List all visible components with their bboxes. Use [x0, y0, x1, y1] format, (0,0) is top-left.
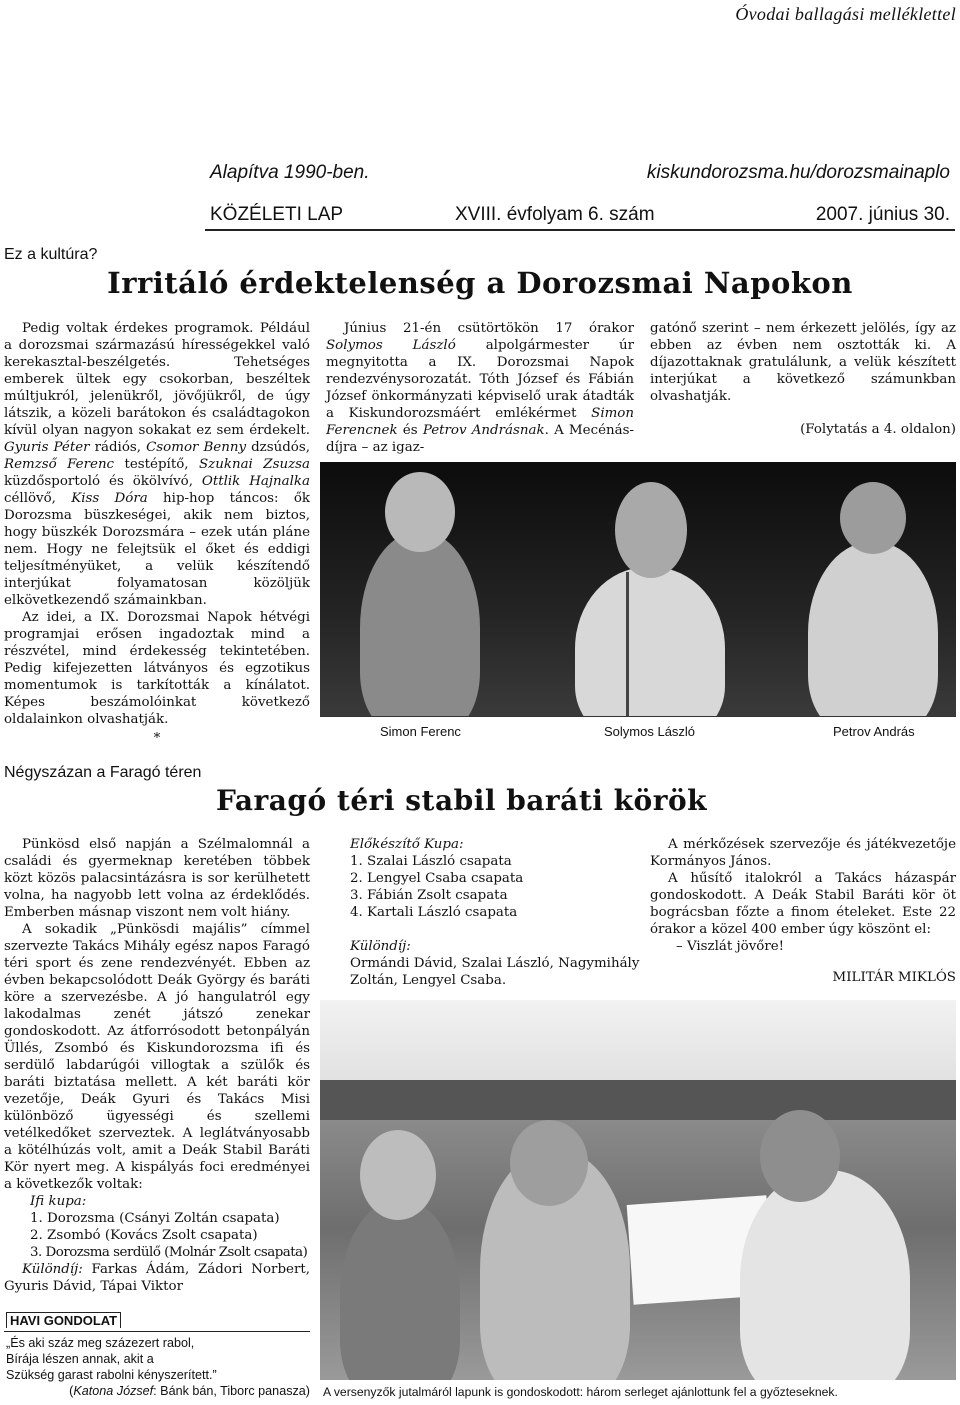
rooftops	[320, 1080, 956, 1120]
a1-text: küzdősportoló és ökölvívó,	[4, 474, 202, 489]
a1-text: alpolgármester úr megnyitotta a IX. Dorozsmai Napok rendezvénysorozatát. Tóth József és Fábián József önkormányzati képviselő urak átadták a Kiskundorozsmáért emlékérmet	[326, 338, 634, 421]
continued-note: (Folytatás a 4. oldalon)	[800, 422, 956, 437]
person-head	[840, 482, 906, 554]
a2-col3-paragraph-2: A hűsítő italokról a Takács házaspár gondoskodott. A Deák Stabil Baráti kör öt bográcsban főzte a finom ételeket. Este 22 órakor a közel 400 ember úgy köszönt el:	[650, 871, 956, 937]
photo-caption-rule	[320, 716, 956, 717]
article1-kicker: Ez a kultúra?	[4, 246, 98, 263]
a2-paragraph-2: A sokadik „Pünkösdi majális” címmel szervezte Takács Mihály egész napos Faragó téri sport és zene rendezvényét. Ebben az évben bekapcsolódott Deák György és baráti köre a szervezésbe. A jó hangulatról egy lakodalmas zenét játszó zenekar gondoskodott. Az átforrósodott betonpályán Üllés, Zsombó és Kiskundorozsma ifi és serdülő labdarúgói villogtak a szülők és baráti biztatása mellett. A két baráti kör vezetője, Deák Gyuri és Takács Misi különböző ügyességi és szellemi vetélkedőket szerveztek. A leglátványosabb a kötélhúzás volt, amit a Deák Stabil Baráti Kör nyert meg. A kispályás foci eredményei a következők voltak:	[4, 922, 310, 1192]
person-silhouette	[340, 1200, 460, 1380]
thought-line: Bírája lészen annak, akit a	[6, 1352, 154, 1366]
microphone-stand	[626, 572, 629, 716]
article2-kicker: Négyszázan a Faragó téren	[4, 764, 202, 781]
thought-label: HAVI GONDOLAT	[6, 1312, 121, 1328]
ifi-result: 2. Zsombó (Kovács Zsolt csapata)	[30, 1228, 258, 1243]
person-name: Szuknai Zsuzsa	[198, 457, 310, 472]
thought-box	[6, 1335, 310, 1399]
person-name: Kiss Dóra	[71, 491, 148, 506]
volume-issue: XVIII. évfolyam 6. szám	[455, 204, 655, 225]
prelim-result: 2. Lengyel Csaba csapata	[350, 871, 524, 886]
person-name: Remzső Ferenc	[4, 457, 115, 472]
prelim-result: 3. Fábián Zsolt csapata	[350, 888, 508, 903]
supplement-note: Óvodai ballagási melléklettel	[735, 4, 956, 24]
a1-text: hip-hop táncos: ők Dorozsma büszkeségei, akik nem biztos, hogy büszkék Dorozsmára – ezek után pláne nem. Hogy ne felejtsük el őket és eddigi teljesítményüket, a velük készítendő interjúkat folyamatosan közöljük elkövetkezendő számainkban.	[4, 491, 310, 608]
thought-rule	[4, 1331, 310, 1332]
article2-headline: Faragó téri stabil baráti körök	[216, 784, 708, 817]
person-head	[510, 1120, 588, 1206]
prelim-result: 1. Szalai László csapata	[350, 854, 512, 869]
a2-paragraph-1: Pünkösd első napján a Szélmalomnál a családi és gyermeknap keretében többek közt közös palacsintázásra is sor kerülhetett volna, ha nagyobb lett volna az érdeklődés. Emberben másnap viszont nem volt hiány.	[4, 837, 310, 920]
article2-column-3	[650, 836, 956, 986]
person-silhouette	[808, 542, 938, 716]
masthead-rule	[205, 229, 955, 231]
ifi-result: 3. Dorozsma serdülő (Molnár Zsolt csapata)	[30, 1245, 308, 1260]
article2-column-2	[350, 836, 640, 989]
person-silhouette	[360, 532, 480, 716]
ifi-cup-label: Ifi kupa:	[30, 1194, 87, 1209]
thought-source: : Bánk bán, Tiborc panasza)	[153, 1384, 310, 1398]
person-name: Petrov Andrásnak	[422, 423, 545, 438]
article1-column-3	[650, 320, 956, 438]
a2-col3-paragraph-1: A mérkőzések szervezője és játékvezetője Kormányos János.	[650, 837, 956, 869]
prelim-result: 4. Kartali László csapata	[350, 905, 518, 920]
a1-text: céllövő,	[4, 491, 72, 506]
person-silhouette	[575, 567, 725, 716]
person-head	[360, 1130, 436, 1220]
thought-attr-open: (	[69, 1384, 74, 1398]
a1-text: Június 21-én csütörtökön 17 órakor	[344, 321, 634, 336]
a1-col3-text: gatónő szerint – nem érkezett jelölés, így az ebben az évben nem osztották ki. A díjazottaknak gratulálunk, a velük készített interjúkat a következő számunkban olvashatják.	[650, 321, 956, 404]
a1-text: . A Mecénás-díjra – az igaz-	[326, 423, 635, 455]
person-name: Solymos László	[326, 338, 456, 353]
article1-column-2	[326, 320, 634, 456]
website: kiskundorozsma.hu/dorozsmainaplo	[646, 162, 950, 183]
a1-paragraph-2: Az idei, a IX. Dorozsmai Napok hétvégi programjai erősen ingadoztak mind a részvétel, mind érdekesség tekintetében. Pedig kifejezetten látványos és egzotikus momentumok is tarkították a kínálatot. Képes beszámolóinkat következő oldalainkon olvashatják.	[4, 610, 310, 727]
ifi-result: 1. Dorozsma (Csányi Zoltán csapata)	[30, 1211, 280, 1226]
person-head	[385, 472, 455, 552]
a1-text: rádiós,	[89, 440, 147, 455]
issue-date: 2007. június 30.	[815, 204, 950, 225]
a2-col3-paragraph-3: – Viszlát jövőre!	[676, 939, 785, 954]
person-head	[615, 482, 687, 578]
a1-text: és	[397, 423, 423, 438]
thought-line: Szükség garast rabolni kényszerített.”	[6, 1368, 217, 1382]
caption-simon: Simon Ferenc	[380, 724, 461, 739]
person-name: Csomor Benny	[146, 440, 247, 455]
article-author: MILITÁR MIKLÓS	[832, 970, 956, 985]
a1-end-asterisk: *	[153, 731, 161, 746]
thought-author: Katona József	[73, 1384, 154, 1398]
person-name: Ottlik Hajnalka	[201, 474, 310, 489]
caption-solymos: Solymos László	[604, 724, 696, 739]
thought-line: „És aki száz meg százezert rabol,	[6, 1336, 195, 1350]
honorees-photo	[320, 462, 956, 716]
prelim-cup-label: Előkészítő Kupa:	[350, 837, 464, 852]
award-photo	[320, 1000, 956, 1380]
person-head	[760, 1110, 840, 1202]
article1-column-1	[4, 320, 310, 747]
col2-special-names: Ormándi Dávid, Szalai László, Nagymihály Zoltán, Lengyel Csaba.	[350, 956, 640, 988]
founded-note: Alapítva 1990-ben.	[210, 162, 370, 183]
person-silhouette	[740, 1170, 910, 1380]
col2-special-label: Különdíj:	[350, 939, 411, 954]
person-name: Gyuris Péter	[4, 440, 90, 455]
article1-headline: Irritáló érdektelenség a Dorozsmai Napokon	[107, 266, 853, 300]
person-name: Simon Ferencnek	[326, 406, 634, 438]
special-prize-label: Különdíj:	[22, 1262, 83, 1277]
a1-text: testépítő,	[114, 457, 199, 472]
a1-text: Pedig voltak érdekes programok. Például a dorozsmai származású hírességekkel való kerekasztal-beszélgetés. Tehetséges emberek ültek egy csokorban, beszéltek múltjukról, jelenükről, jövőjükről, de úgy látszik, a közeli barátokon és családtagokon kívül olyan nagyon sokakat ez sem érdekelt.	[4, 321, 310, 438]
paper-type: KÖZÉLETI LAP	[210, 204, 344, 225]
award-photo-caption: A versenyzők jutalmáról lapunk is gondoskodott: három serleget ajánlottunk fel a győzteseknek.	[323, 1385, 838, 1399]
a1-text: dzsúdós,	[246, 440, 310, 455]
caption-petrov: Petrov András	[833, 724, 915, 739]
special-prize-names: Farkas Ádám, Zádori Norbert, Gyuris Dávid, Tápai Viktor	[4, 1262, 310, 1294]
article2-column-1	[4, 836, 310, 1295]
